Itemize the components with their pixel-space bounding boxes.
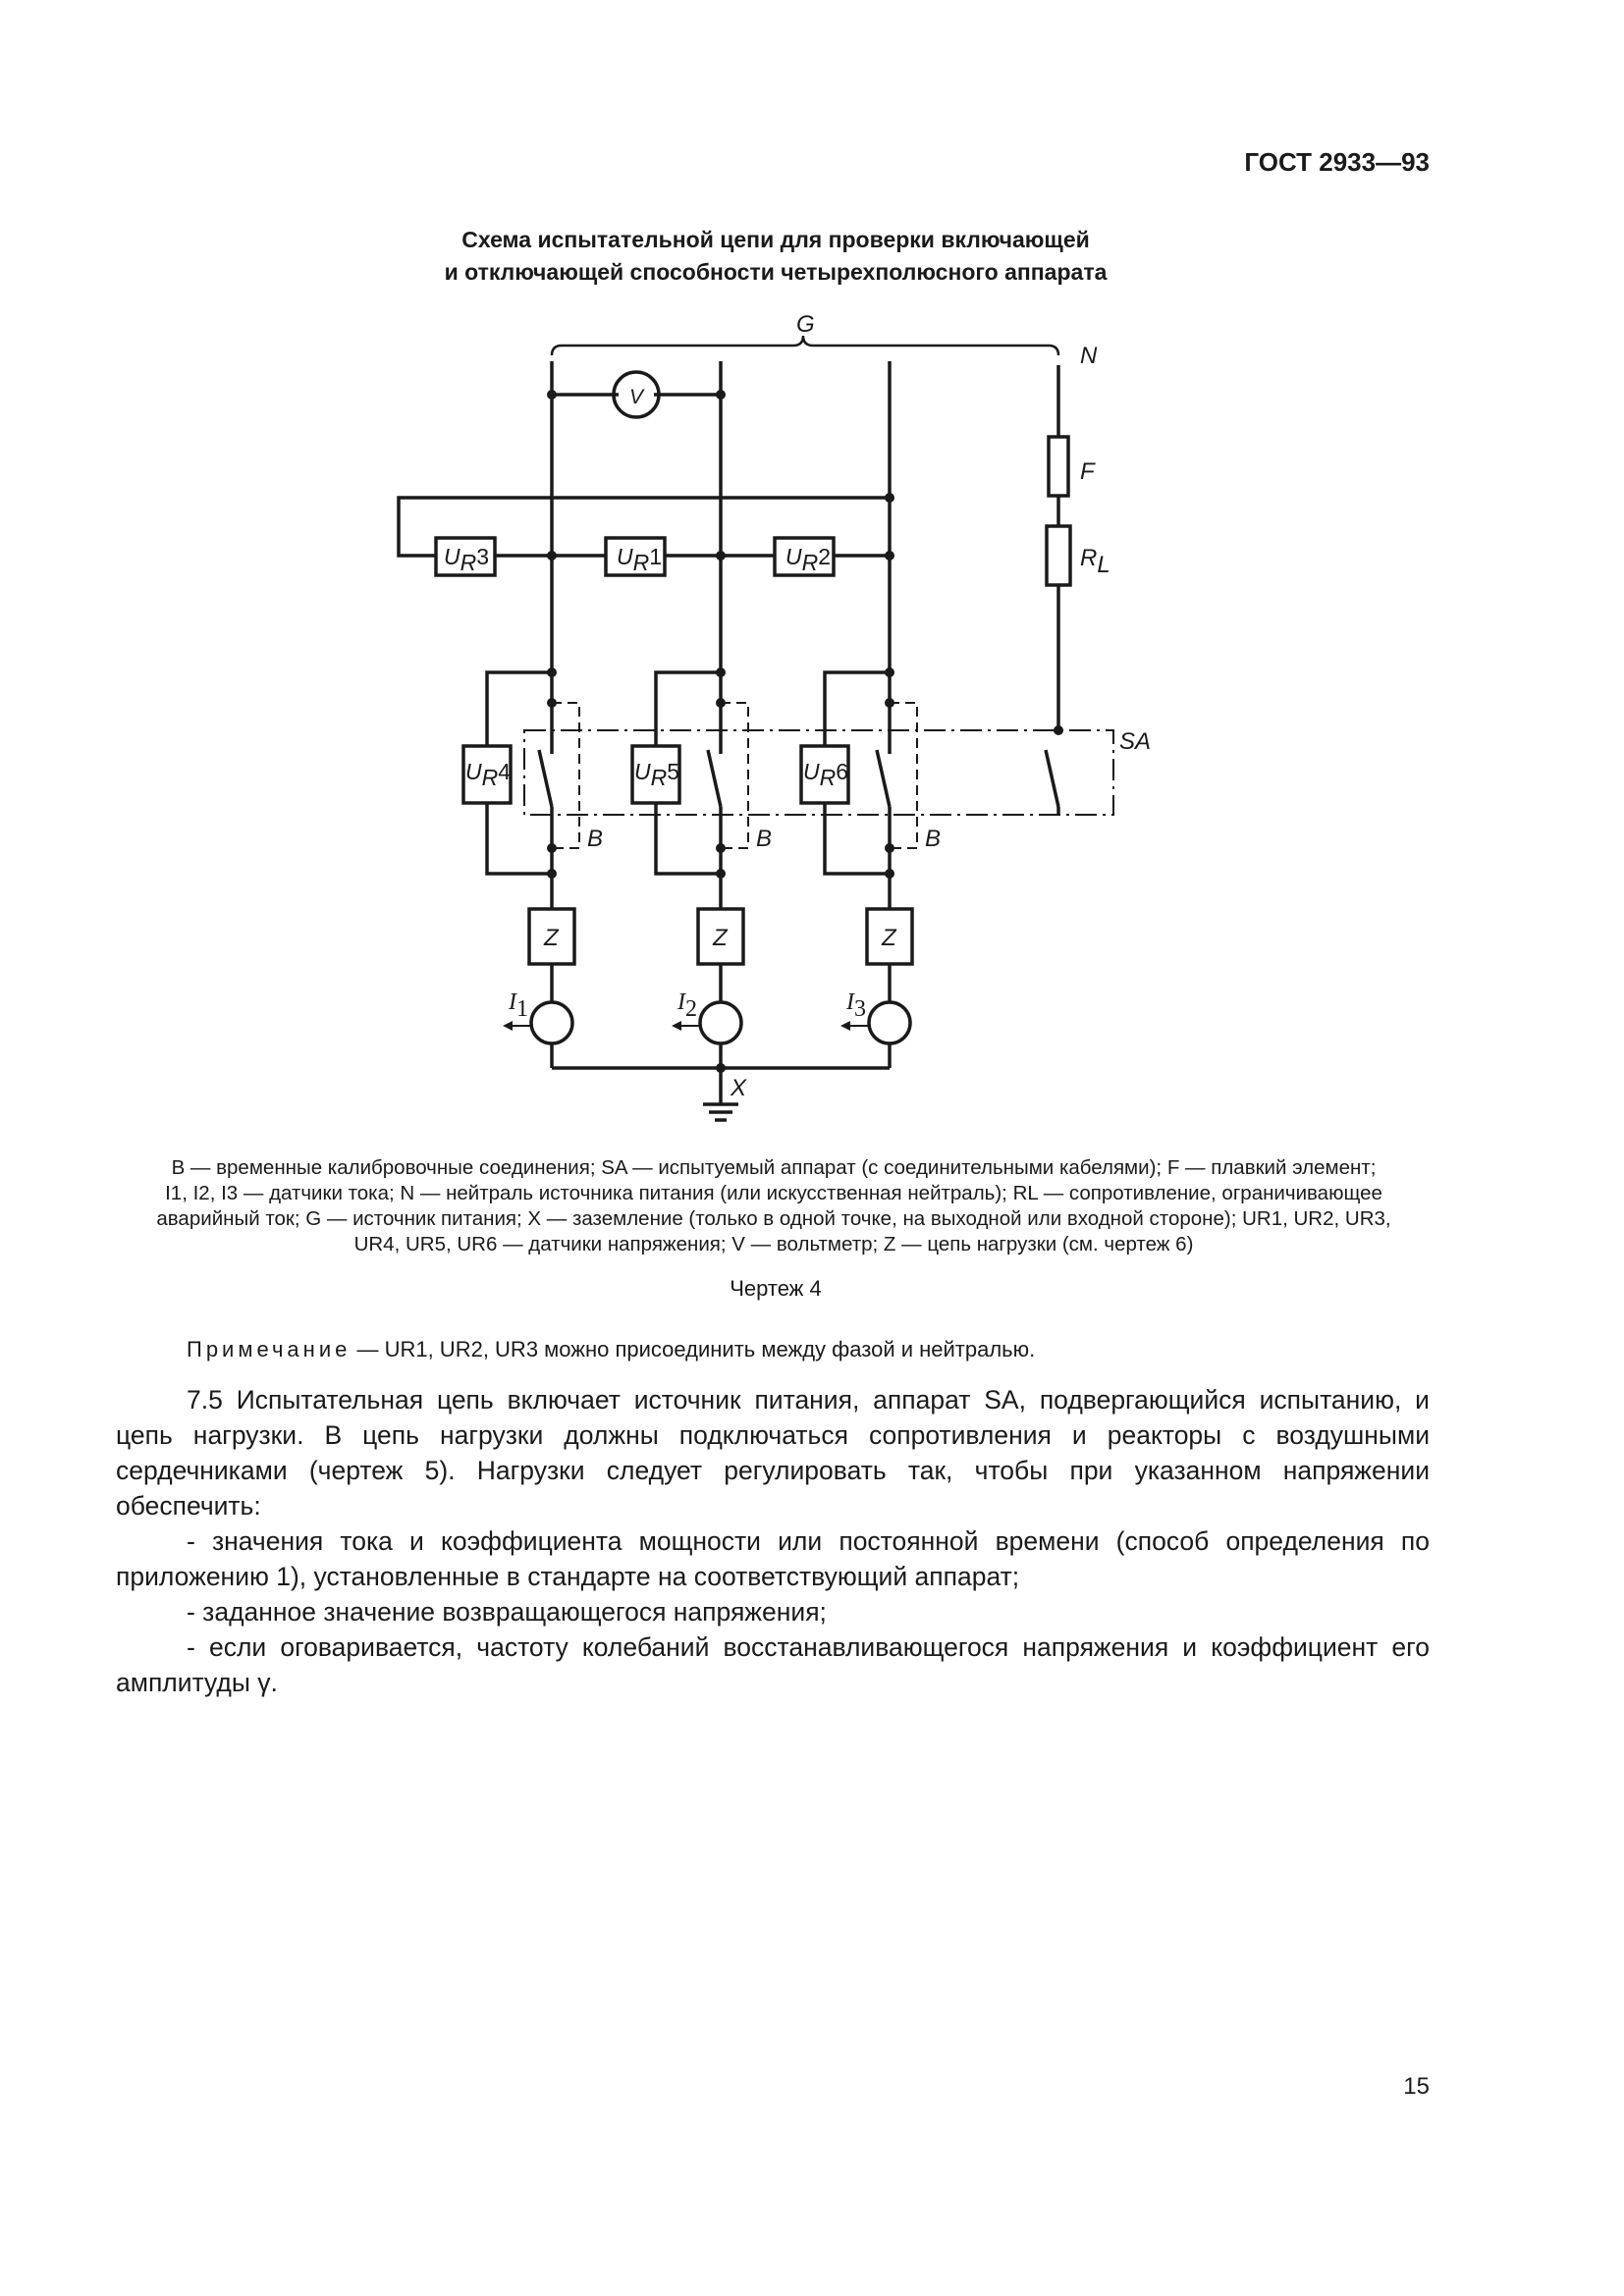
label-X: X bbox=[731, 1075, 747, 1101]
document-header: ГОСТ 2933—93 bbox=[1244, 147, 1430, 177]
label-N: N bbox=[1080, 343, 1098, 369]
paragraph-7-5: 7.5 Испытательная цепь включает источник питания, аппарат SA, подвергающийся испытанию, и цепь нагрузки. В цепь нагрузки должны подключаться сопротивления и реакторы с воздушными сердечниками (чертеж 5). Нагрузки следует регулировать так, чтобы при указанном напряжении обеспечить: bbox=[116, 1385, 1430, 1521]
legend-line-2: I1, I2, I3 — датчики тока; N — нейтраль источника питания (или искусственная нейтраль); RL — сопротивление, ограничивающее bbox=[165, 1182, 1382, 1204]
label-I2: I2 bbox=[677, 989, 697, 1022]
list-item-3: - если оговаривается, частоту колебаний восстанавливающегося напряжения и коэффициент его амплитуды γ. bbox=[116, 1632, 1430, 1697]
page-number: 15 bbox=[1403, 2073, 1430, 2100]
label-F: F bbox=[1080, 458, 1095, 485]
label-Z-1: Z bbox=[544, 925, 559, 951]
legend-line-4: UR4, UR5, UR6 — датчики напряжения; V — вольтметр; Z — цепь нагрузки (см. чертеж 6) bbox=[353, 1233, 1194, 1255]
legend-line-3: аварийный ток; G — источник питания; X — заземление (только в одной точке, на выходной или входной стороне); UR1, UR2, UR3, bbox=[156, 1207, 1391, 1230]
note-label: Примечание bbox=[187, 1337, 352, 1362]
label-Z-2: Z bbox=[713, 925, 728, 951]
list-item-2: - заданное значение возвращающегося напряжения; bbox=[187, 1597, 827, 1627]
figure-caption: Чертеж 4 bbox=[730, 1276, 822, 1301]
figure-legend bbox=[116, 1155, 1432, 1257]
label-UR3: UR3 bbox=[444, 544, 490, 575]
label-B-1: B bbox=[587, 826, 604, 852]
label-UR6: UR6 bbox=[803, 759, 849, 790]
label-I1: I1 bbox=[509, 989, 528, 1022]
figure-title-line-1: Схема испытательной цепи для проверки включающей bbox=[461, 227, 1090, 252]
legend-line-1: B — временные калибровочные соединения; SA — испытуемый аппарат (с соединительными кабелями); F — плавкий элемент; bbox=[171, 1156, 1377, 1179]
label-UR4: UR4 bbox=[465, 759, 512, 790]
figure-title-line-2: и отключающей способности четырехполюсного аппарата bbox=[444, 259, 1108, 285]
note-text: — UR1, UR2, UR3 можно присоединить между фазой и нейтралью. bbox=[351, 1337, 1036, 1362]
label-G: G bbox=[796, 311, 815, 338]
label-B-3: B bbox=[925, 826, 942, 852]
label-RL: RL bbox=[1080, 545, 1110, 578]
label-I3: I3 bbox=[846, 989, 866, 1022]
body-text bbox=[116, 1382, 1430, 1700]
label-Z-3: Z bbox=[882, 925, 896, 951]
label-UR2: UR2 bbox=[785, 544, 832, 575]
label-UR1: UR1 bbox=[617, 544, 663, 575]
list-item-1: - значения тока и коэффициента мощности или постоянной времени (способ определения по приложению 1), установленные в стандарте на соответствующий аппарат; bbox=[116, 1526, 1430, 1591]
label-SA: SA bbox=[1119, 728, 1152, 755]
label-UR5: UR5 bbox=[634, 759, 680, 790]
label-B-2: B bbox=[756, 826, 773, 852]
note bbox=[187, 1337, 1035, 1362]
label-V: V bbox=[629, 386, 644, 408]
